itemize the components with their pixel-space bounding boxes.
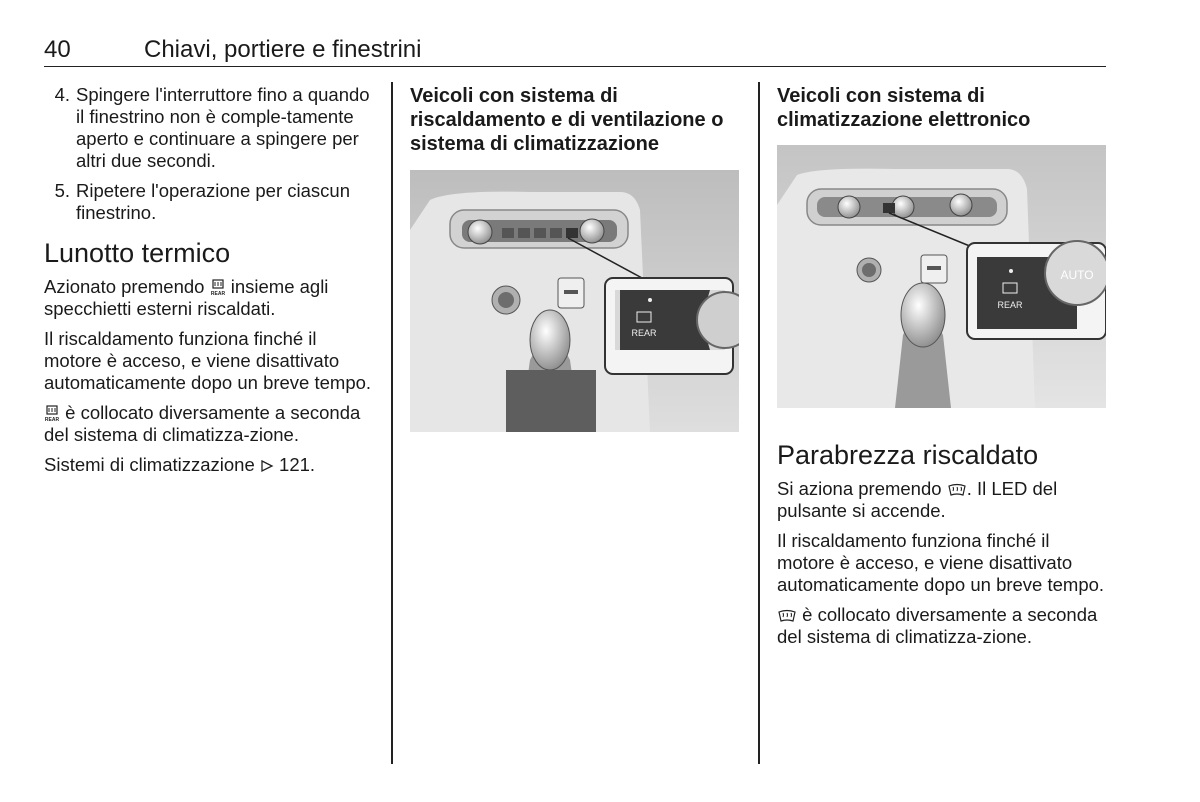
windscreen-heat-icon xyxy=(947,483,967,497)
chapter-title: Chiavi, portiere e finestrini xyxy=(144,36,422,63)
svg-text:REAR: REAR xyxy=(44,417,60,424)
rear-button-label: REAR xyxy=(631,328,657,338)
page-number: 40 xyxy=(44,36,71,63)
paragraph: Il riscaldamento funziona finché il motore è acceso, e viene disattivato automaticamente dopo un breve tempo. xyxy=(777,530,1105,595)
right-column-top xyxy=(777,84,1107,140)
paragraph: Il riscaldamento funziona finché il motore è acceso, e viene disattivato automaticamente dopo un breve tempo. xyxy=(44,328,372,393)
section-heading-heating-ventilation: Veicoli con sistema di riscaldamento e di ventilazione o sistema di climatizzazione xyxy=(410,85,724,155)
svg-text:REAR: REAR xyxy=(210,291,225,298)
section-heading-heated-windscreen: Parabrezza riscaldato xyxy=(777,440,1039,470)
console-illustration xyxy=(410,170,739,432)
paragraph: Sistemi di climatizzazione 121. xyxy=(44,454,316,475)
rear-window-heat-icon xyxy=(44,405,60,423)
section-heading-electronic-climate: Veicoli con sistema di climatizzazione elettronico xyxy=(777,85,1031,131)
step-item: 4. Spingere l'interruttore fino a quando il finestrino non è comple-tamente aperto e continuare a spingere per altri due secondi. xyxy=(54,84,370,171)
column-divider-1 xyxy=(391,82,393,764)
page-reference-arrow-icon[interactable] xyxy=(260,459,274,473)
rear-window-heat-icon xyxy=(210,279,226,297)
paragraph: è collocato diversamente a seconda del sistema di climatizza-zione. xyxy=(777,604,1098,647)
step-item: 5. Ripetere l'operazione per ciascun finestrino. xyxy=(54,180,350,223)
middle-column xyxy=(410,84,740,164)
step-list xyxy=(44,84,374,224)
windscreen-heat-icon xyxy=(777,609,797,623)
console-illustration xyxy=(777,145,1106,408)
rear-button-label: REAR xyxy=(997,300,1023,310)
console-photo-electronic-climate xyxy=(777,145,1106,408)
right-column-bottom xyxy=(777,440,1107,656)
console-photo-manual-climate xyxy=(410,170,739,432)
page-header xyxy=(44,34,1106,67)
column-divider-2 xyxy=(758,82,760,764)
paragraph: REAR è collocato diversamente a seconda del sistema di climatizza-zione. xyxy=(44,402,361,445)
auto-button-label: AUTO xyxy=(1060,268,1094,282)
section-heading-rear-window: Lunotto termico xyxy=(44,238,231,268)
left-column xyxy=(44,84,374,484)
paragraph: Azionato premendo REAR insieme agli specchietti esterni riscaldati. xyxy=(44,276,329,319)
paragraph: Si aziona premendo . Il LED del pulsante si accende. xyxy=(777,478,1058,521)
